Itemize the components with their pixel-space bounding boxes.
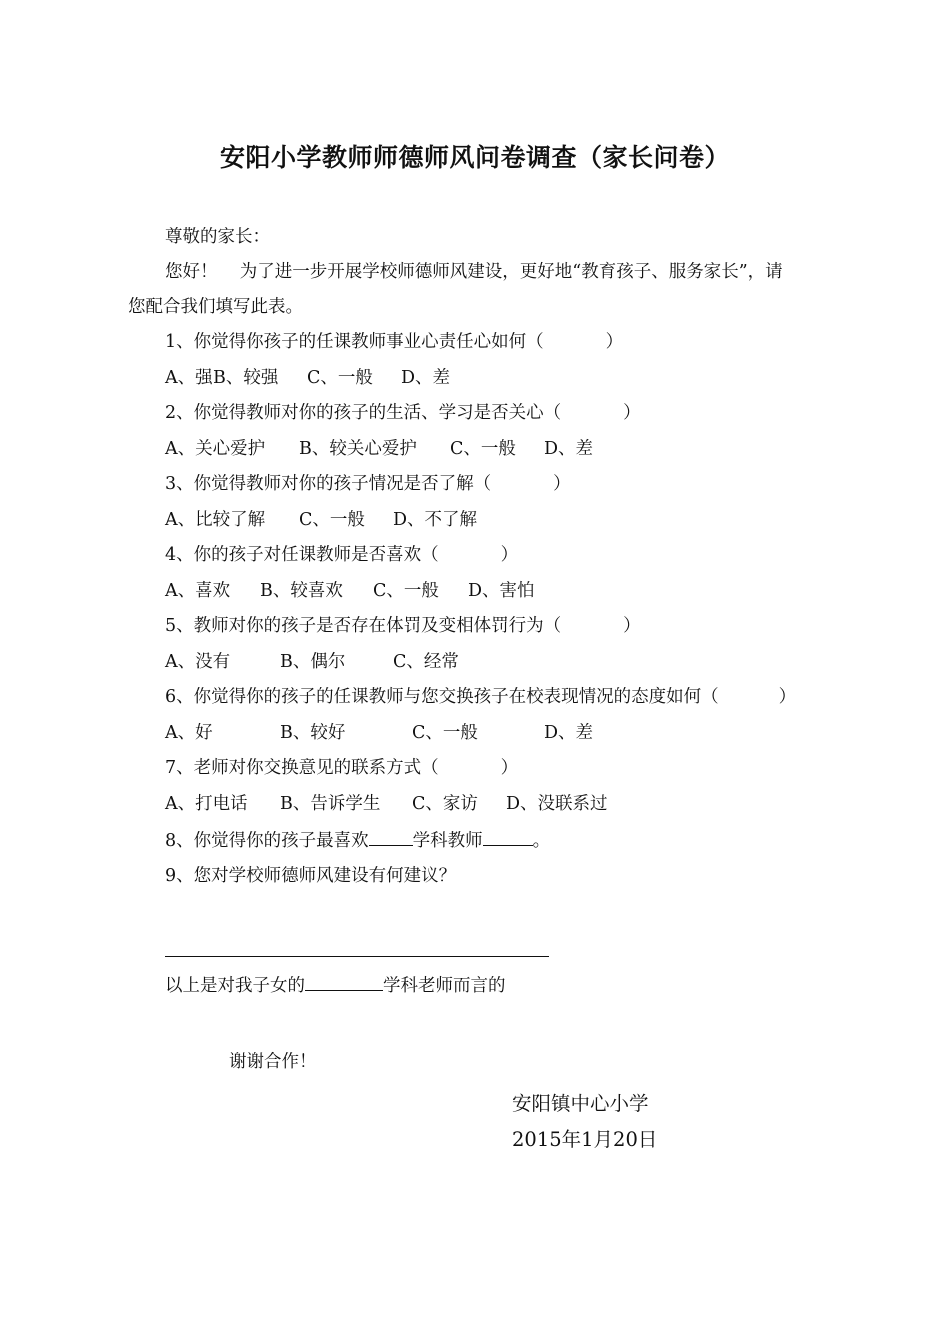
question-7-options — [165, 792, 608, 816]
question-4 — [165, 543, 518, 567]
option[interactable]: A、喜欢 — [165, 581, 231, 601]
question-7-text: 7、老师对你交换意见的联系方式（ — [165, 758, 439, 778]
question-9: 9、您对学校师德师风建设有何建议？ — [165, 866, 457, 886]
question-1-text: 1、你觉得你孩子的任课教师事业心责任心如何（ — [165, 332, 544, 352]
option[interactable]: B、较强 — [213, 368, 279, 388]
question-5-text: 5、教师对你的孩子是否存在体罚及变相体罚行为（ — [165, 616, 562, 636]
question-5 — [165, 614, 641, 638]
favorite-subject-blank[interactable] — [369, 827, 413, 846]
question-2-options — [165, 437, 593, 461]
signature-school: 安阳镇中心小学 — [512, 1092, 649, 1115]
question-8 — [165, 827, 550, 853]
question-7-close: ） — [500, 758, 519, 778]
question-3-text: 3、你觉得教师对你的孩子情况是否了解（ — [165, 474, 492, 494]
question-2 — [165, 401, 641, 425]
question-7 — [165, 756, 518, 780]
subject-line-text: 以上是对我子女的 — [165, 976, 305, 996]
option[interactable]: B、偶尔 — [280, 652, 346, 672]
option[interactable]: B、较喜欢 — [260, 581, 343, 601]
question-3-close: ） — [553, 474, 571, 494]
option[interactable]: A、关心爱护 — [165, 439, 266, 459]
question-4-options — [165, 579, 535, 603]
option[interactable]: D、害怕 — [468, 581, 535, 601]
option[interactable]: A、打电话 — [165, 794, 248, 814]
question-4-close: ） — [500, 545, 519, 565]
option[interactable]: B、较好 — [280, 723, 346, 743]
question-1-close: ） — [605, 332, 624, 352]
option[interactable]: C、一般 — [450, 439, 516, 459]
option[interactable]: A、比较了解 — [165, 510, 266, 530]
question-1-options — [165, 366, 450, 390]
option[interactable]: B、告诉学生 — [280, 794, 381, 814]
question-3-options — [165, 508, 477, 532]
option[interactable]: A、强 — [165, 368, 213, 388]
question-2-text: 2、你觉得教师对你的孩子的生活、学习是否关心（ — [165, 403, 562, 423]
option[interactable]: C、一般 — [307, 368, 373, 388]
favorite-teacher-blank[interactable] — [483, 827, 533, 846]
question-1 — [165, 330, 623, 354]
option[interactable]: A、没有 — [165, 652, 231, 672]
thanks: 谢谢合作！ — [229, 1052, 317, 1072]
option[interactable]: C、家访 — [412, 794, 478, 814]
question-5-options — [165, 650, 459, 674]
question-6-options — [165, 721, 593, 745]
option[interactable]: C、一般 — [373, 581, 439, 601]
option[interactable]: D、没联系过 — [506, 794, 608, 814]
intro-line-2: 您配合我们填写此表。 — [128, 297, 303, 317]
subject-blank[interactable] — [305, 972, 383, 991]
question-8-end: 。 — [532, 831, 551, 851]
greeting: 尊敬的家长： — [165, 227, 270, 247]
question-4-text: 4、你的孩子对任课教师是否喜欢（ — [165, 545, 439, 565]
subject-line — [165, 972, 506, 998]
option[interactable]: C、一般 — [412, 723, 478, 743]
suggestion-answer-line[interactable] — [165, 956, 549, 957]
question-2-close: ） — [623, 403, 641, 423]
question-6-text: 6、你觉得你的孩子的任课教师与您交换孩子在校表现情况的态度如何（ — [165, 687, 719, 707]
option[interactable]: B、较关心爱护 — [299, 439, 417, 459]
question-5-close: ） — [623, 616, 641, 636]
option[interactable]: D、差 — [544, 723, 594, 743]
option[interactable]: C、经常 — [393, 652, 459, 672]
option[interactable]: C、一般 — [299, 510, 365, 530]
intro-line-1: 您好！ 为了进一步开展学校师德师风建设，更好地“教育孩子、服务家长”，请 — [165, 262, 783, 282]
question-3 — [165, 472, 571, 496]
question-6 — [165, 685, 796, 709]
question-8-text-2: 学科教师 — [412, 831, 483, 851]
question-8-text: 8、你觉得你的孩子最喜欢 — [165, 831, 369, 851]
signature-date: 2015年1月20日 — [512, 1128, 658, 1151]
option[interactable]: A、好 — [165, 723, 213, 743]
option[interactable]: D、差 — [544, 439, 594, 459]
question-6-close: ） — [778, 687, 797, 707]
subject-line-text-2: 学科老师而言的 — [383, 976, 506, 996]
page-title: 安阳小学教师师德师风问卷调查（家长问卷） — [219, 143, 730, 172]
option[interactable]: D、差 — [401, 368, 451, 388]
option[interactable]: D、不了解 — [393, 510, 478, 530]
